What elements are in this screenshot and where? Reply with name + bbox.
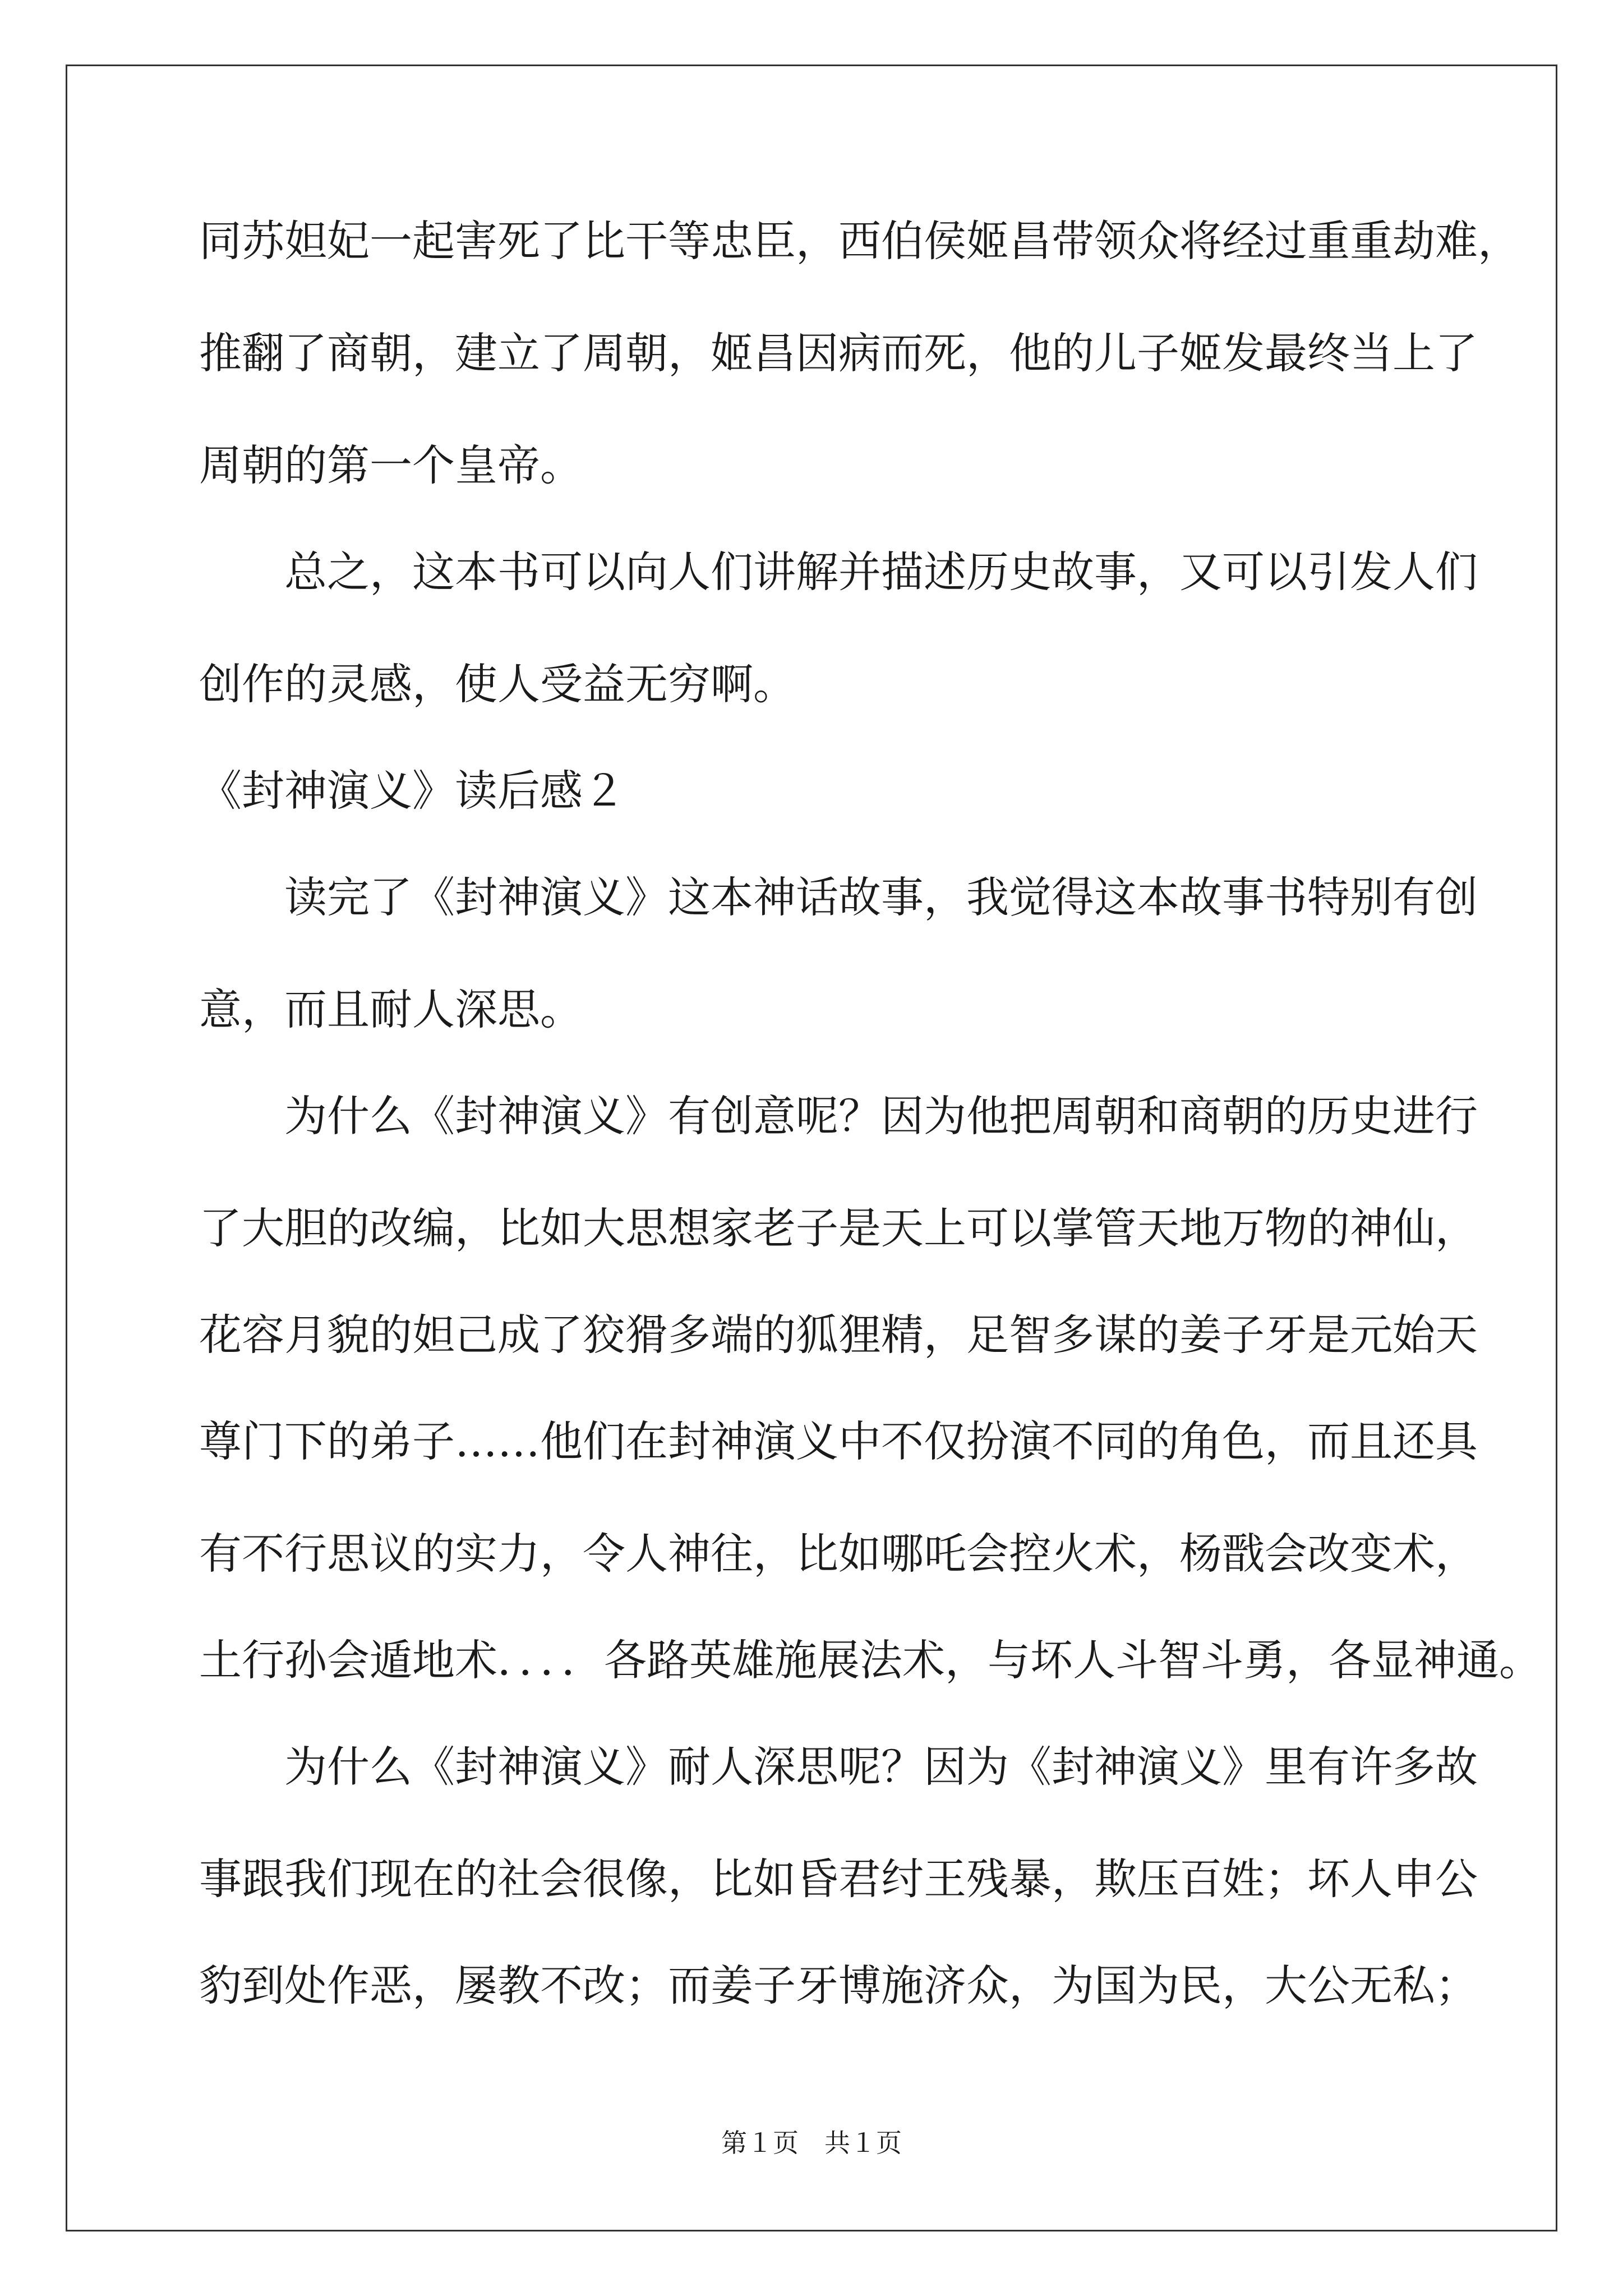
page-footer: 第１页 共１页	[721, 2128, 902, 2158]
text-line: 周朝的第一个皇帝。	[199, 440, 583, 490]
text-line: 同苏妲妃一起害死了比干等忠臣，西伯侯姬昌带领众将经过重重劫难，	[199, 216, 1520, 266]
text-line: 了大胆的改编，比如大思想家老子是天上可以掌管天地万物的神仙，	[199, 1203, 1478, 1253]
text-line: 读完了《封神演义》这本神话故事，我觉得这本故事书特别有创	[199, 872, 1478, 922]
text-line: 有不行思议的实力，令人神往，比如哪吒会控火术，杨戬会改变术，	[199, 1529, 1478, 1579]
text-line: 事跟我们现在的社会很像，比如昏君纣王残暴，欺压百姓；坏人申公	[199, 1854, 1478, 1904]
section-heading: 《封神演义》读后感２	[199, 766, 625, 816]
text-line: 花容月貌的妲己成了狡猾多端的狐狸精，足智多谋的姜子牙是元始天	[199, 1310, 1478, 1360]
text-line: 尊门下的弟子……他们在封神演义中不仅扮演不同的角色，而且还具	[199, 1416, 1478, 1466]
text-line: 总之，这本书可以向人们讲解并描述历史故事，又可以引发人们	[199, 547, 1478, 597]
text-line: 创作的灵感，使人受益无穷啊。	[199, 659, 796, 709]
text-line: 推翻了商朝，建立了周朝，姬昌因病而死，他的儿子姬发最终当上了	[199, 328, 1478, 378]
text-line: 豹到处作恶，屡教不改；而姜子牙博施济众，为国为民，大公无私；	[199, 1961, 1478, 2010]
text-line: 为什么《封神演义》耐人深思呢？因为《封神演义》里有许多故	[199, 1742, 1478, 1792]
text-line: 意，而且耐人深思。	[199, 984, 583, 1034]
text-line: 为什么《封神演义》有创意呢？因为他把周朝和商朝的历史进行	[199, 1091, 1478, 1141]
text-line: 土行孙会遁地术．．．．各路英雄施展法术，与坏人斗智斗勇，各显神通。	[199, 1635, 1542, 1685]
